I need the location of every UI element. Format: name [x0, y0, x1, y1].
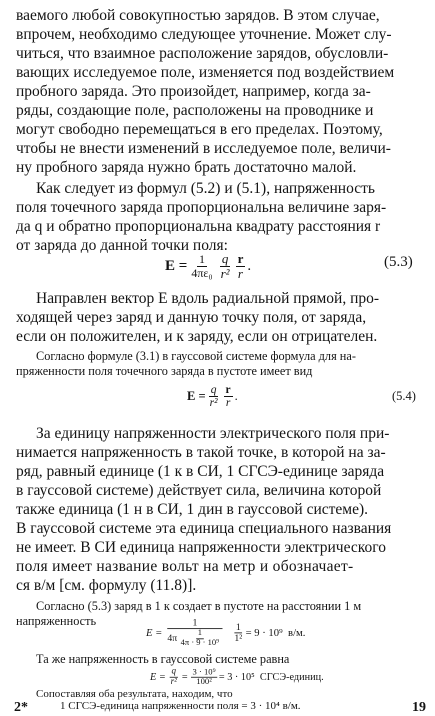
equation-number: (5.3) [384, 254, 413, 270]
text-line: ряд, равный единице (1 к в СИ, 1 СГСЭ-единице заряда [16, 463, 385, 480]
numerator: r [237, 251, 244, 266]
text-line: могут свободно перемещаться в его пределах. Поэтому, [16, 121, 383, 138]
text-line: В гауссовой системе эта единица специального названия [16, 520, 392, 537]
numerator: 3 · 10⁹ [192, 667, 216, 677]
paragraph-point-charge [16, 179, 424, 255]
fraction-nested [166, 618, 224, 648]
fraction-unit-vector [236, 252, 246, 280]
formula-5-4 [187, 384, 238, 409]
text-line: Согласно формуле (3.1) в гауссовой системе формула для на- [36, 349, 356, 363]
text-line: также единица (1 н в СИ, 1 дин в гауссовой системе). [16, 501, 369, 518]
text-line: ряды, создающие поле, расположены на проводнике и [16, 102, 374, 119]
final-result-line: 1 СГСЭ-единица напряженности поля = 3 · 10⁴ в/м. [60, 700, 301, 712]
note-comparison: Сопоставляя оба результата, находим, что [36, 688, 233, 700]
numerator: r [225, 384, 231, 396]
text-line: ся в/м [см. формулу (11.8)]. [16, 577, 197, 594]
note-gauss-formula [16, 349, 424, 379]
denominator: 4π · 9 · 10⁹ [180, 638, 220, 648]
signature-mark: 2* [14, 700, 28, 715]
equals-sign: = [181, 670, 188, 683]
text-line: поля точечного заряда пропорциональна величине заря- [16, 199, 387, 216]
fraction-unit-vector [224, 384, 233, 409]
paragraph-unit-definition [16, 424, 424, 595]
text-line: впрочем, необходимо следующее уточнение. Может слу- [16, 26, 392, 43]
denominator: r² [209, 397, 218, 410]
formula-lhs: E = [150, 670, 166, 683]
denominator: r [225, 397, 231, 410]
fraction-one-over-one [233, 622, 244, 643]
numerator: 1 [197, 628, 202, 638]
text-line: да q и обратно пропорциональна квадрату расстояния r [16, 218, 381, 235]
formula-lhs: E = [165, 257, 188, 274]
fraction-q-r2 [208, 384, 220, 409]
text-line: ну пробного заряда нужно брать достаточно малой. [16, 159, 357, 176]
text-line: читься, что взаимное расположение зарядов, обусловли- [16, 45, 389, 62]
text-line: вающих исследуемое поле, изменяется под воздействием [16, 64, 395, 81]
page-number: 19 [412, 700, 426, 715]
text-line: пряженности поля точечного заряда в пустоте имеет вид [16, 364, 313, 378]
formula-result: = 3 · 10⁵ СГСЭ-единиц. [218, 670, 324, 683]
text-line: поля имеет название вольт на метр и обозначает- [16, 558, 354, 575]
text-line: от заряда до данной точки поля: [16, 237, 228, 254]
numerator: q [221, 251, 229, 266]
formula-lhs: E = [146, 626, 163, 639]
denominator: 1² [234, 633, 243, 644]
formula-tail: . [234, 389, 238, 404]
text-line: ходящей через заряд и данную точку поля, от заряда, [16, 309, 367, 326]
numerator: 1 [167, 618, 223, 629]
text-line: Согласно (5.3) заряд в 1 к создает в пустоте на расстоянии 1 м [36, 599, 362, 613]
text-line: Направлен вектор E вдоль радиальной прямой, про- [36, 290, 380, 307]
formula-5-3 [165, 252, 251, 280]
denominator: r² [220, 265, 230, 281]
fraction-inner [179, 629, 221, 648]
text-line: нимается напряженность в такой точке, в которой на за- [16, 444, 386, 461]
denominator: 4πε₀ [191, 265, 213, 280]
fraction-coefficient [189, 253, 214, 279]
text-line: чтобы не внести изменений в исследуемое поле, величи- [16, 140, 391, 157]
text-line: не имеет. В СИ единица напряженности электрического [16, 539, 386, 556]
text-line: Как следует из формул (5.2) и (5.1), напряженность [36, 180, 375, 197]
formula-lhs: E = [187, 389, 206, 404]
paragraph-test-charge [16, 6, 424, 177]
numerator: 1 [198, 252, 205, 267]
text-line: если он положителен, и к заряду, если он отрицателен. [16, 328, 378, 345]
formula-tail: . [247, 257, 252, 274]
fraction-q-r2 [219, 252, 232, 280]
text-line: в гауссовой системе) действует сила, величина которой [16, 482, 382, 499]
formula-result: = 9 · 10⁹ в/м. [245, 626, 306, 639]
text-line: напряженность [16, 614, 97, 628]
numerator: 1 [235, 622, 241, 633]
prefix-4pi: 4π [167, 633, 178, 644]
paragraph-direction [16, 289, 424, 346]
numerator: q [171, 666, 177, 677]
numerator: q [210, 384, 217, 396]
formula-si-calculation [146, 618, 305, 648]
denominator [166, 629, 224, 648]
text-line: Та же напряженность в гауссовой системе равна [36, 652, 290, 666]
text-line: ваемого любой совокупностью зарядов. В этом случае, [16, 7, 380, 24]
denominator: r² [170, 676, 177, 687]
denominator: r [237, 265, 243, 281]
text-line: пробного заряда. Это произойдет, например, когда за- [16, 83, 371, 100]
text-line: За единицу напряженности электрического поля при- [36, 425, 390, 442]
note-gauss-value [36, 652, 435, 667]
equation-number: (5.4) [392, 389, 416, 403]
denominator: 100² [196, 677, 212, 687]
